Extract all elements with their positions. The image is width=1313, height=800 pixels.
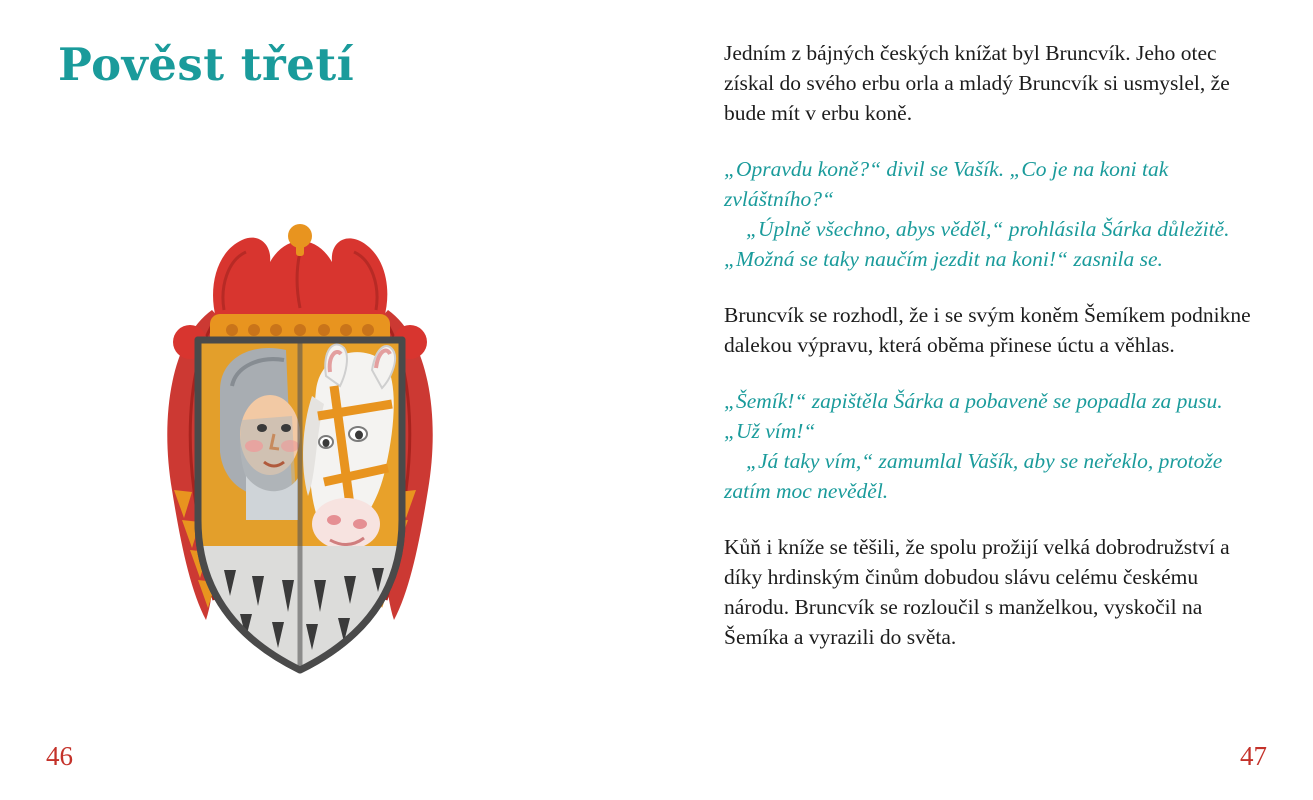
paragraph-dialog-2 xyxy=(724,386,1254,506)
coat-of-arms-illustration xyxy=(120,190,480,700)
paragraph-line: Bruncvík se rozhodl, že i se svým koněm Šemíkem podnikne dalekou výpravu, která oběma přinese úctu a věhlas. xyxy=(724,303,1251,357)
paragraph-line: Kůň i kníže se těšili, že spolu prožijí velká dobrodružství a díky hrdinským činům dobudou slávu celému českému národu. Bruncvík se rozloučil s manželkou, vyskočil na Šemíka a vyrazili do světa. xyxy=(724,535,1230,649)
page-left xyxy=(0,0,656,800)
coat-of-arms-icon xyxy=(120,190,480,700)
paragraph-intro xyxy=(724,38,1254,128)
paragraph-line: „Já taky vím,“ zamumlal Vašík, aby se neřeklo, protože zatím moc nevěděl. xyxy=(724,449,1223,503)
paragraph-dialog-1 xyxy=(724,154,1254,274)
page-title: Pověst třetí xyxy=(58,38,355,91)
page-number-right: 47 xyxy=(1240,741,1267,771)
paragraph-closing xyxy=(724,532,1254,652)
paragraph-line: „Úplně všechno, abys věděl,“ prohlásila Šárka důležitě. „Možná se taky naučím jezdit na koni!“ zasnila se. xyxy=(724,217,1230,271)
paragraph-journey xyxy=(724,300,1254,360)
paragraph-line: „Šemík!“ zapištěla Šárka a pobaveně se popadla za pusu. „Už vím!“ xyxy=(724,389,1223,443)
body-text-column xyxy=(724,38,1254,678)
paragraph-line: „Opravdu koně?“ divil se Vašík. „Co je na koni tak zvláštního?“ xyxy=(724,157,1169,211)
paragraph-line: Jedním z bájných českých knížat byl Bruncvík. Jeho otec získal do svého erbu orla a mladý Bruncvík si usmyslel, že bude mít v erbu koně. xyxy=(724,41,1230,125)
page-number-left: 46 xyxy=(46,741,73,771)
page-right xyxy=(656,0,1313,800)
